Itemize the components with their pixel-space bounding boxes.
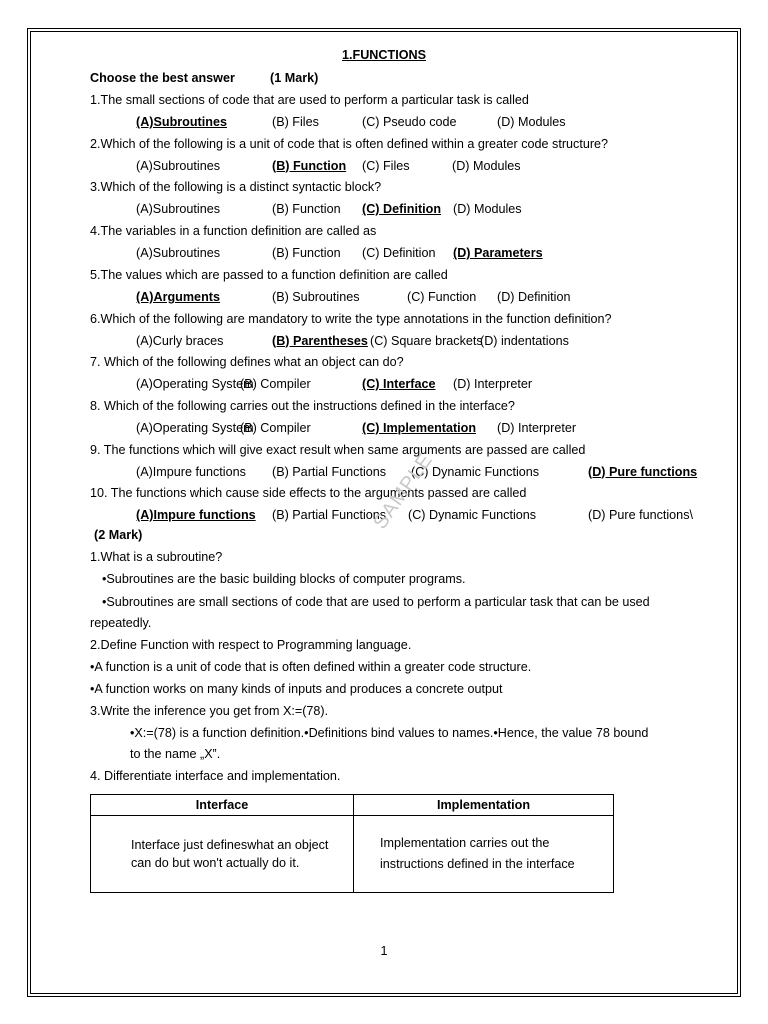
option: (C) Square brackets <box>370 333 483 348</box>
q4-text: 4. Differentiate interface and implementation. <box>90 769 341 783</box>
question-text: 1.The small sections of code that are used to perform a particular task is called <box>90 93 529 107</box>
option: (D) Definition <box>497 289 571 304</box>
correct-option: (C) Interface <box>362 377 436 392</box>
option: (B) Compiler <box>240 420 311 435</box>
table-row <box>91 816 614 893</box>
option: (A)Impure functions <box>136 464 246 479</box>
option: (C) Function <box>407 289 477 304</box>
option: (C) Definition <box>362 246 436 261</box>
section1-marks: (1 Mark) <box>270 71 319 85</box>
option: (D) Modules <box>452 158 521 173</box>
q3-text: 3.Write the inference you get from X:=(78). <box>90 704 329 718</box>
option: (D) Pure functions\ <box>588 508 693 523</box>
option: (A)Subroutines <box>136 158 220 173</box>
option: (D) indentations <box>480 333 569 348</box>
table-header-row <box>91 795 614 816</box>
correct-option: (C) Definition <box>362 202 442 217</box>
option: (D) Interpreter <box>453 377 533 392</box>
option: (C) Pseudo code <box>362 115 457 129</box>
option: (A)Subroutines <box>136 202 220 217</box>
q1-bullet-2: •Subroutines are small sections of code that are used to perform a particular task that can be used <box>102 595 650 609</box>
option: (A)Operating System <box>136 420 254 435</box>
question-text: 9. The functions which will give exact result when same arguments are passed are called <box>90 442 586 457</box>
correct-option: (B) Function <box>272 158 347 173</box>
correct-option: (A)Arguments <box>136 289 220 304</box>
option: (C) Dynamic Functions <box>411 464 540 479</box>
watermark: SAMPLE <box>369 449 438 534</box>
q1-bullet-1: •Subroutines are the basic building blocks of computer programs. <box>102 572 466 586</box>
correct-option: (A)Impure functions <box>136 508 256 523</box>
option: (B) Partial Functions <box>272 464 387 479</box>
question-text: 7. Which of the following defines what an object can do? <box>90 355 404 370</box>
q2-text: 2.Define Function with respect to Programming language. <box>90 638 412 652</box>
option: (C) Files <box>362 158 410 173</box>
q3-answer-1: •X:=(78) is a function definition.•Definitions bind values to names.•Hence, the value 78 bound <box>130 726 649 740</box>
table-cell-interface: Interface just defineswhat an object can do but won't actually do it. <box>91 816 354 893</box>
page-number: 1 <box>380 944 388 958</box>
q1-text: 1.What is a subroutine? <box>90 550 223 564</box>
q1-bullet-2-cont: repeatedly. <box>90 616 152 630</box>
correct-option: (D) Parameters <box>453 246 543 261</box>
question-text: 5.The values which are passed to a function definition are called <box>90 267 448 282</box>
option: (D) Interpreter <box>497 420 577 435</box>
question-text: 4.The variables in a function definition are called as <box>90 224 377 239</box>
option: (B) Subroutines <box>272 289 360 304</box>
section1-label: Choose the best answer <box>90 71 235 85</box>
option: (B) Compiler <box>240 377 311 392</box>
correct-option: (D) Pure functions <box>588 464 698 479</box>
option: (A)Subroutines <box>136 246 220 261</box>
option: (D) Modules <box>453 202 522 217</box>
table-header-interface: Interface <box>91 795 354 816</box>
section1-heading <box>90 70 319 86</box>
table-cell-implementation: Implementation carries out the instructions defined in the interface <box>354 816 614 893</box>
page-title: 1.FUNCTIONS <box>342 48 426 62</box>
option: (B) Files <box>272 115 319 129</box>
option: (B) Function <box>272 246 341 261</box>
option: (D) Modules <box>497 115 566 129</box>
option: (B) Function <box>272 202 341 217</box>
question-text: 3.Which of the following is a distinct syntactic block? <box>90 180 382 195</box>
question-text: 2.Which of the following is a unit of code that is often defined within a greater code structure? <box>90 136 609 151</box>
comparison-table <box>90 794 614 893</box>
question-text: 8. Which of the following carries out the instructions defined in the interface? <box>90 398 515 413</box>
q3-answer-2: to the name „X‟. <box>130 747 221 761</box>
section2-marks: (2 Mark) <box>94 528 143 542</box>
option: (A)Curly braces <box>136 333 224 348</box>
correct-option: (A)Subroutines <box>136 115 227 129</box>
q2-bullet-2: •A function works on many kinds of inputs and produces a concrete output <box>90 682 503 696</box>
table-header-implementation: Implementation <box>354 795 614 816</box>
option: (A)Operating System <box>136 377 254 392</box>
question-text: 10. The functions which cause side effects to the arguments passed are called <box>90 486 527 501</box>
option: (C) Dynamic Functions <box>408 508 537 523</box>
correct-option: (C) Implementation <box>362 420 477 435</box>
correct-option: (B) Parentheses <box>272 333 368 348</box>
question-text: 6.Which of the following are mandatory to write the type annotations in the function definition? <box>90 311 612 326</box>
option: (B) Partial Functions <box>272 508 387 523</box>
q2-bullet-1: •A function is a unit of code that is often defined within a greater code structure. <box>90 660 532 674</box>
